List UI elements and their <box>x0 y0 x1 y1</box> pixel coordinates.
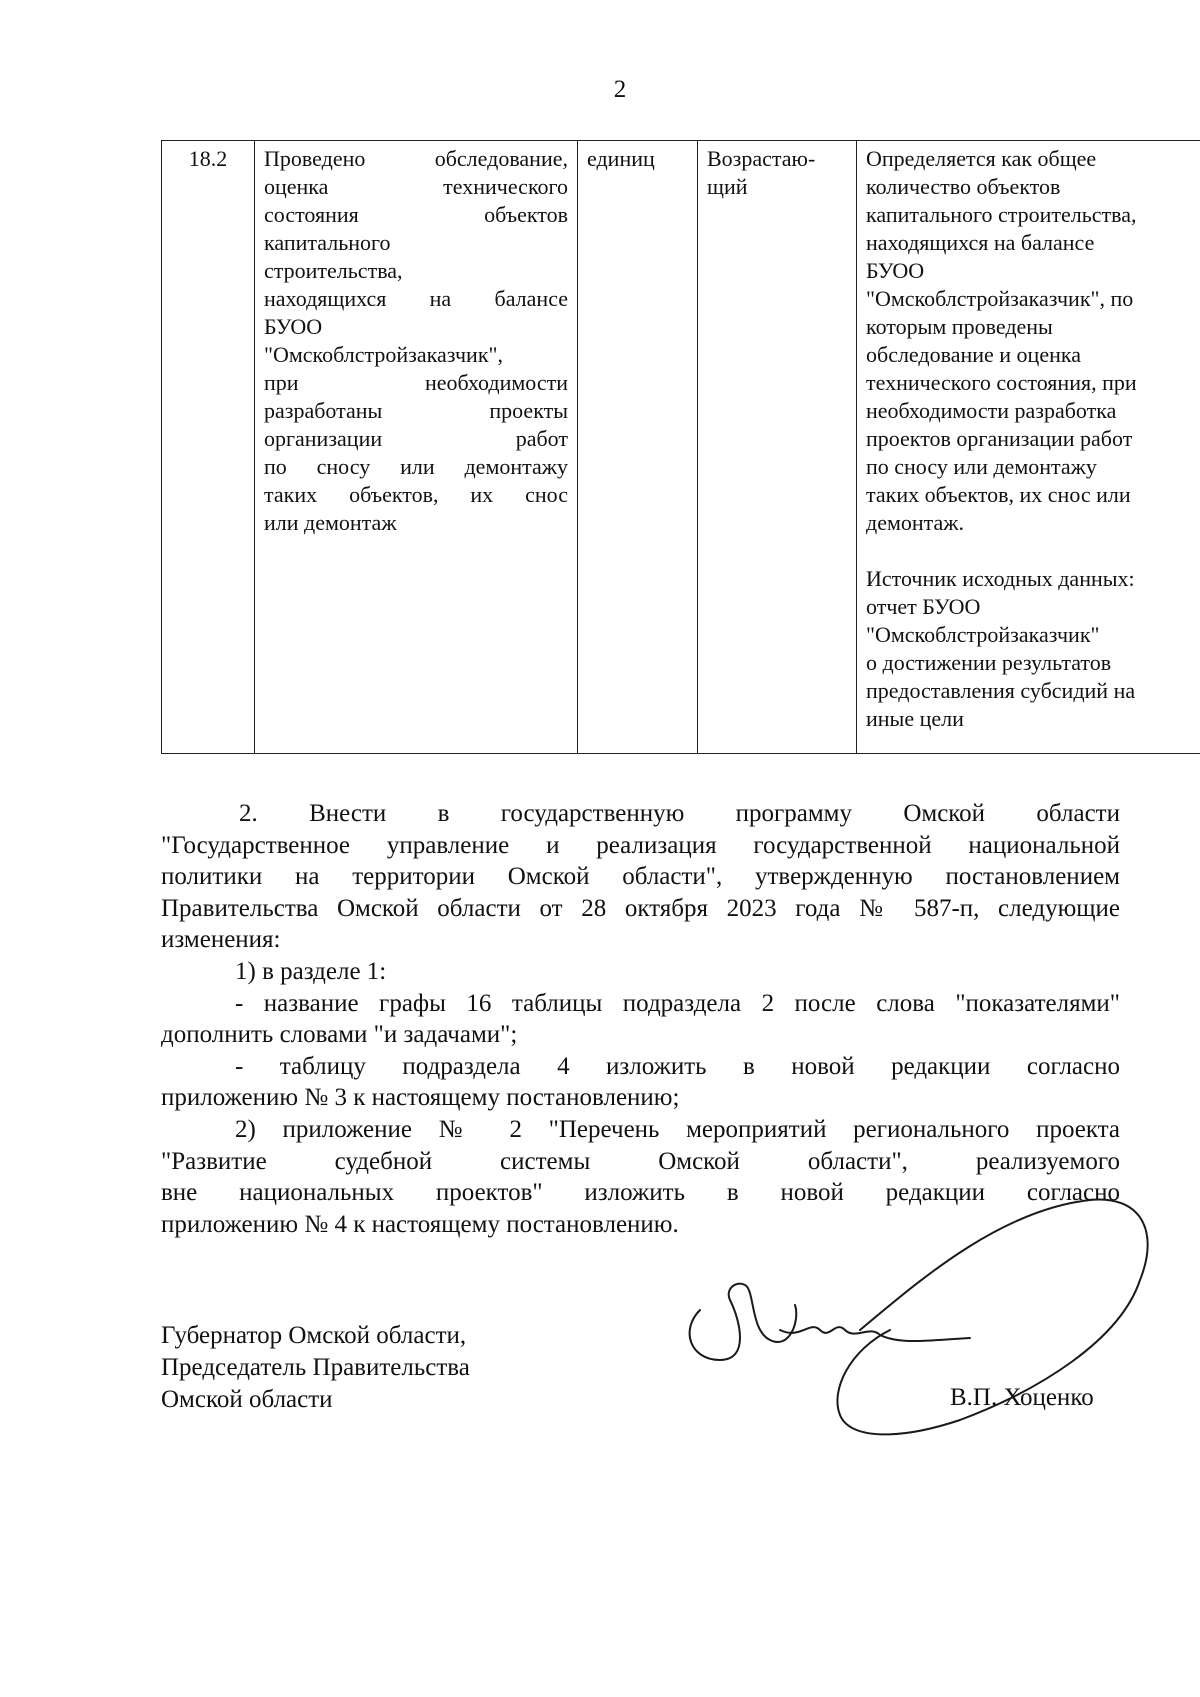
source-line: предоставления субсидий на <box>866 678 1136 703</box>
signatory-title <box>161 1320 470 1416</box>
description-line: или демонтаж <box>264 510 397 535</box>
description-line: строительства, <box>264 258 403 283</box>
description-line: таких объектов, их снос <box>264 482 568 507</box>
handwritten-signature <box>660 1190 1160 1490</box>
indicator-type <box>698 141 857 754</box>
paragraph-line: - таблицу подраздела 4 изложить в новой редакции согласно <box>235 1052 1120 1080</box>
table-row <box>162 141 1200 754</box>
spacer <box>866 537 1200 565</box>
source-line: отчет БУОО <box>866 594 981 619</box>
signatory-title-line: Губернатор Омской области, <box>161 1322 467 1349</box>
paragraph-line: Правительства Омской области от 28 октября 2023 года № 587-п, следующие <box>161 894 1120 922</box>
description-line: разработаны проекты <box>264 398 568 423</box>
row-number: 18.2 <box>162 141 255 754</box>
method-line: "Омскоблстройзаказчик", по <box>866 286 1134 311</box>
method-line: демонтаж. <box>866 510 965 535</box>
signatory-title-line: Председатель Правительства <box>161 1354 470 1381</box>
description-line: организации работ <box>264 426 568 451</box>
paragraph-line: - название графы 16 таблицы подраздела 2 после слова "показателями" <box>235 989 1120 1017</box>
paragraph-line: политики на территории Омской области", утвержденную постановлением <box>161 863 1120 891</box>
type-line: Возрастаю- <box>707 146 816 171</box>
unit-cell: единиц <box>578 141 698 754</box>
method-line: капитального строительства, <box>866 202 1137 227</box>
paragraph-line: изменения: <box>161 926 281 954</box>
method-line: БУОО <box>866 258 925 283</box>
page-number: 2 <box>613 76 627 103</box>
method-line: Определяется как общее <box>866 146 1097 171</box>
method-line: обследование и оценка <box>866 342 1081 367</box>
method-line: находящихся на балансе <box>866 230 1095 255</box>
paragraph-line: приложению № 3 к настоящему постановлению; <box>161 1084 680 1112</box>
method-line: необходимости разработка <box>866 398 1117 423</box>
description-line: капитального <box>264 230 391 255</box>
indicator-table <box>161 140 1200 754</box>
paragraph-line: "Государственное управление и реализация государственной национальной <box>161 831 1120 859</box>
method-line: проектов организации работ <box>866 426 1133 451</box>
method-line: технического состояния, при <box>866 370 1137 395</box>
paragraph-line: дополнить словами "и задачами"; <box>161 1021 518 1049</box>
paragraph-line: "Развитие судебной системы Омской области", реализуемого <box>161 1147 1120 1175</box>
source-line: о достижении результатов <box>866 650 1112 675</box>
source-line: "Омскоблстройзаказчик" <box>866 622 1100 647</box>
calculation-method <box>857 141 1200 754</box>
paragraph-line: приложению № 4 к настоящему постановлению. <box>161 1210 679 1238</box>
description-line: состояния объектов <box>264 202 568 227</box>
paragraph-line: 2. Внести в государственную программу Омской области <box>239 800 1120 827</box>
description-line: оценка технического <box>264 174 568 199</box>
signer-name: В.П. Хоценко <box>950 1384 1094 1411</box>
description-line: по сносу или демонтажу <box>264 454 568 479</box>
document-body <box>161 798 1120 1240</box>
method-line: таких объектов, их снос или <box>866 482 1131 507</box>
method-line: количество объектов <box>866 174 1061 199</box>
source-line: иные цели <box>866 706 964 731</box>
method-line: которым проведены <box>866 314 1053 339</box>
description-line: при необходимости <box>264 370 568 395</box>
description-line: "Омскоблстройзаказчик", <box>264 342 504 367</box>
list-item: 1) в разделе 1: <box>235 957 387 985</box>
paragraph-line: вне национальных проектов" изложить в новой редакции согласно <box>161 1179 1120 1207</box>
type-line: щий <box>707 174 748 199</box>
description-line: Проведено обследование, <box>264 146 568 171</box>
method-line: по сносу или демонтажу <box>866 454 1097 479</box>
source-line: Источник исходных данных: <box>866 566 1135 591</box>
description-line: БУОО <box>264 314 323 339</box>
description-line: находящихся на балансе <box>264 286 568 311</box>
signatory-title-line: Омской области <box>161 1386 333 1413</box>
indicator-description <box>255 141 578 754</box>
paragraph-line: 2) приложение № 2 "Перечень мероприятий регионального проекта <box>235 1115 1120 1143</box>
